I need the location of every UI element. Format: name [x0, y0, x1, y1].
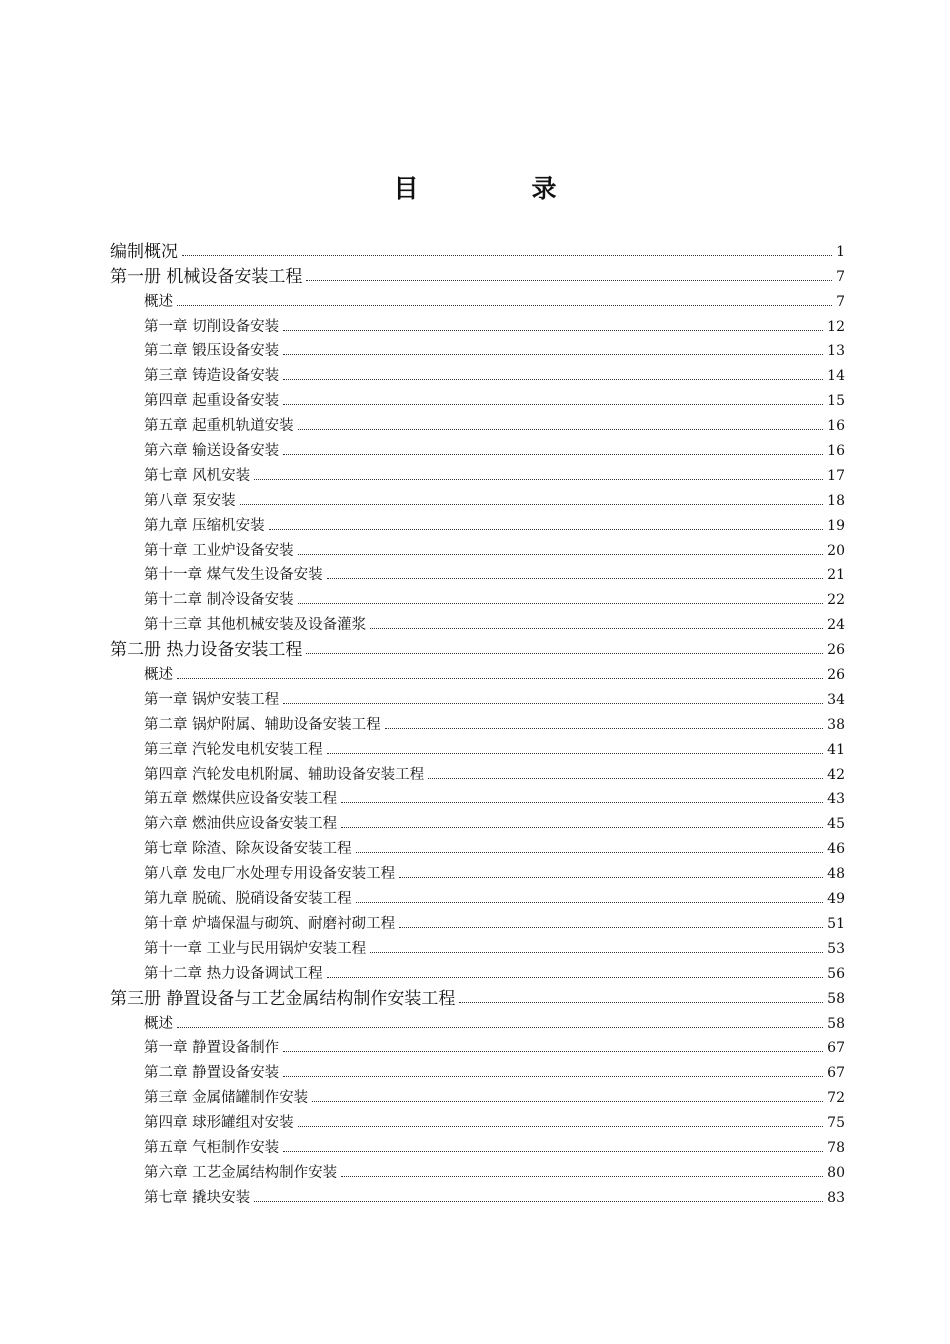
toc-dot-leader	[370, 952, 823, 953]
toc-entry-title: 第二章 静置设备安装	[144, 1065, 280, 1082]
toc-dot-leader	[356, 902, 824, 903]
toc-entry-title: 第九章 脱硫、脱硝设备安装工程	[144, 891, 352, 908]
toc-dot-leader	[283, 1051, 823, 1052]
toc-page-number: 1	[836, 243, 845, 260]
toc-entry-title: 第八章 泵安装	[144, 492, 236, 509]
toc-page-number: 18	[827, 492, 845, 509]
toc-entry-title: 第二册 热力设备安装工程	[110, 640, 303, 661]
toc-chapter-entry[interactable]	[110, 785, 845, 810]
toc-page-number: 58	[827, 1015, 845, 1032]
toc-entry-title: 第七章 撬块安装	[144, 1189, 251, 1206]
toc-chapter-entry[interactable]	[110, 1158, 845, 1183]
toc-entry-title: 第三章 金属储罐制作安装	[144, 1090, 309, 1107]
toc-volume-entry[interactable]	[110, 237, 845, 262]
toc-dot-leader	[341, 802, 823, 803]
toc-dot-leader	[177, 1027, 823, 1028]
toc-chapter-entry[interactable]	[110, 1133, 845, 1158]
toc-chapter-entry[interactable]	[110, 386, 845, 411]
toc-entry-title: 第二章 锻压设备安装	[144, 343, 280, 360]
toc-volume-entry[interactable]	[110, 262, 845, 287]
toc-chapter-entry[interactable]	[110, 884, 845, 909]
toc-entry-title: 概述	[144, 1015, 173, 1032]
toc-chapter-entry[interactable]	[110, 1009, 845, 1034]
toc-page-number: 34	[827, 691, 845, 708]
toc-dot-leader	[399, 927, 823, 928]
toc-chapter-entry[interactable]	[110, 1108, 845, 1133]
toc-entry-title: 第六章 输送设备安装	[144, 443, 280, 460]
toc-page-number: 16	[827, 443, 845, 460]
toc-entry-title: 第一册 机械设备安装工程	[110, 266, 303, 287]
toc-chapter-entry[interactable]	[110, 411, 845, 436]
toc-page-number: 43	[827, 791, 845, 808]
toc-chapter-entry[interactable]	[110, 735, 845, 760]
toc-dot-leader	[254, 1201, 823, 1202]
toc-chapter-entry[interactable]	[110, 710, 845, 735]
toc-page-number: 72	[827, 1090, 845, 1107]
toc-chapter-entry[interactable]	[110, 1183, 845, 1208]
toc-chapter-entry[interactable]	[110, 436, 845, 461]
toc-chapter-entry[interactable]	[110, 934, 845, 959]
toc-volume-entry[interactable]	[110, 984, 845, 1009]
toc-chapter-entry[interactable]	[110, 760, 845, 785]
toc-chapter-entry[interactable]	[110, 312, 845, 337]
toc-chapter-entry[interactable]	[110, 610, 845, 635]
toc-dot-leader	[341, 1176, 823, 1177]
toc-dot-leader	[327, 977, 824, 978]
toc-chapter-entry[interactable]	[110, 859, 845, 884]
toc-dot-leader	[283, 1151, 823, 1152]
toc-chapter-entry[interactable]	[110, 1058, 845, 1083]
toc-entry-title: 概述	[144, 293, 173, 310]
toc-entry-title: 第三章 汽轮发电机安装工程	[144, 741, 323, 758]
toc-dot-leader	[283, 354, 823, 355]
toc-page-number: 49	[827, 891, 845, 908]
toc-entry-title: 第一章 锅炉安装工程	[144, 691, 280, 708]
toc-entry-title: 第十二章 热力设备调试工程	[144, 965, 323, 982]
toc-dot-leader	[269, 529, 824, 530]
toc-page-number: 7	[836, 293, 845, 310]
toc-dot-leader	[327, 753, 824, 754]
toc-dot-leader	[283, 379, 823, 380]
toc-entry-title: 第十二章 制冷设备安装	[144, 592, 294, 609]
page-title: 目 录	[393, 174, 601, 203]
toc-chapter-entry[interactable]	[110, 834, 845, 859]
toc-chapter-entry[interactable]	[110, 511, 845, 536]
toc-entry-title: 第五章 燃煤供应设备安装工程	[144, 791, 338, 808]
toc-page-number: 14	[827, 368, 845, 385]
toc-dot-leader	[385, 728, 824, 729]
toc-dot-leader	[283, 330, 823, 331]
toc-dot-leader	[356, 852, 824, 853]
toc-page-number: 22	[827, 592, 845, 609]
toc-page-number: 46	[827, 841, 845, 858]
toc-entry-title: 第十一章 工业与民用锅炉安装工程	[144, 940, 367, 957]
toc-entry-title: 第四章 起重设备安装	[144, 393, 280, 410]
toc-chapter-entry[interactable]	[110, 585, 845, 610]
toc-entry-title: 第一章 静置设备制作	[144, 1040, 280, 1057]
toc-page-number: 41	[827, 741, 845, 758]
toc-entry-title: 第六章 工艺金属结构制作安装	[144, 1164, 338, 1181]
toc-chapter-entry[interactable]	[110, 461, 845, 486]
toc-dot-leader	[283, 1076, 823, 1077]
toc-page-number: 83	[827, 1189, 845, 1206]
toc-page-number: 45	[827, 816, 845, 833]
toc-chapter-entry[interactable]	[110, 809, 845, 834]
toc-dot-leader	[312, 1101, 823, 1102]
toc-page-number: 17	[827, 467, 845, 484]
toc-page-number: 42	[827, 766, 845, 783]
toc-dot-leader	[283, 404, 823, 405]
toc-page-number: 67	[827, 1040, 845, 1057]
toc-dot-leader	[298, 554, 824, 555]
toc-chapter-entry[interactable]	[110, 361, 845, 386]
toc-entry-title: 第六章 燃油供应设备安装工程	[144, 816, 338, 833]
toc-page-number: 67	[827, 1065, 845, 1082]
toc-dot-leader	[306, 653, 823, 654]
toc-entry-title: 第九章 压缩机安装	[144, 517, 265, 534]
toc-entry-title: 编制概况	[110, 241, 178, 262]
toc-chapter-entry[interactable]	[110, 1083, 845, 1108]
toc-entry-title: 概述	[144, 667, 173, 684]
toc-dot-leader	[459, 1002, 823, 1003]
toc-entry-title: 第二章 锅炉附属、辅助设备安装工程	[144, 716, 381, 733]
toc-page-number: 13	[827, 343, 845, 360]
toc-dot-leader	[177, 678, 823, 679]
toc-dot-leader	[283, 703, 823, 704]
toc-entry-title: 第十一章 煤气发生设备安装	[144, 567, 323, 584]
toc-entry-title: 第十章 工业炉设备安装	[144, 542, 294, 559]
toc-dot-leader	[240, 504, 824, 505]
toc-entry-title: 第七章 风机安装	[144, 467, 251, 484]
toc-entry-title: 第八章 发电厂水处理专用设备安装工程	[144, 866, 396, 883]
toc-dot-leader	[298, 603, 824, 604]
toc-page-number: 51	[827, 915, 845, 932]
toc-chapter-entry[interactable]	[110, 1034, 845, 1059]
toc-dot-leader	[182, 255, 832, 256]
toc-entry-title: 第五章 气柜制作安装	[144, 1139, 280, 1156]
toc-page-number: 78	[827, 1139, 845, 1156]
toc-chapter-entry[interactable]	[110, 685, 845, 710]
toc-page-number: 48	[827, 866, 845, 883]
toc-page-number: 24	[827, 617, 845, 634]
toc-chapter-entry[interactable]	[110, 337, 845, 362]
toc-entry-title: 第十三章 其他机械安装及设备灌浆	[144, 617, 367, 634]
toc-page-number: 56	[827, 965, 845, 982]
toc-dot-leader	[254, 479, 823, 480]
toc-page-number: 53	[827, 940, 845, 957]
toc-page-number: 15	[827, 393, 845, 410]
toc-dot-leader	[341, 827, 823, 828]
toc-page-number: 16	[827, 418, 845, 435]
table-of-contents	[110, 237, 845, 1208]
toc-page-number: 38	[827, 716, 845, 733]
toc-dot-leader	[283, 454, 823, 455]
toc-chapter-entry[interactable]	[110, 561, 845, 586]
toc-dot-leader	[177, 305, 832, 306]
toc-chapter-entry[interactable]	[110, 287, 845, 312]
toc-page-number: 80	[827, 1164, 845, 1181]
toc-dot-leader	[428, 778, 823, 779]
toc-page-number: 7	[836, 268, 845, 285]
toc-page-number: 26	[827, 667, 845, 684]
toc-chapter-entry[interactable]	[110, 486, 845, 511]
toc-entry-title: 第五章 起重机轨道安装	[144, 418, 294, 435]
toc-entry-title: 第七章 除渣、除灰设备安装工程	[144, 841, 352, 858]
toc-page-number: 12	[827, 318, 845, 335]
toc-page-number: 19	[827, 517, 845, 534]
toc-page-number: 58	[827, 990, 845, 1007]
toc-dot-leader	[327, 578, 824, 579]
toc-page-number: 20	[827, 542, 845, 559]
toc-volume-entry[interactable]	[110, 635, 845, 660]
toc-dot-leader	[399, 877, 823, 878]
toc-entry-title: 第三册 静置设备与工艺金属结构制作安装工程	[110, 988, 456, 1009]
toc-entry-title: 第四章 球形罐组对安装	[144, 1115, 294, 1132]
toc-entry-title: 第十章 炉墙保温与砌筑、耐磨衬砌工程	[144, 915, 396, 932]
toc-page-number: 21	[827, 567, 845, 584]
toc-dot-leader	[298, 429, 824, 430]
toc-chapter-entry[interactable]	[110, 909, 845, 934]
toc-chapter-entry[interactable]	[110, 660, 845, 685]
toc-page-number: 75	[827, 1115, 845, 1132]
toc-entry-title: 第三章 铸造设备安装	[144, 368, 280, 385]
toc-page-number: 26	[827, 642, 845, 659]
toc-entry-title: 第一章 切削设备安装	[144, 318, 280, 335]
toc-dot-leader	[298, 1126, 824, 1127]
toc-entry-title: 第四章 汽轮发电机附属、辅助设备安装工程	[144, 766, 425, 783]
toc-dot-leader	[306, 280, 832, 281]
toc-chapter-entry[interactable]	[110, 536, 845, 561]
toc-chapter-entry[interactable]	[110, 959, 845, 984]
toc-dot-leader	[370, 628, 823, 629]
